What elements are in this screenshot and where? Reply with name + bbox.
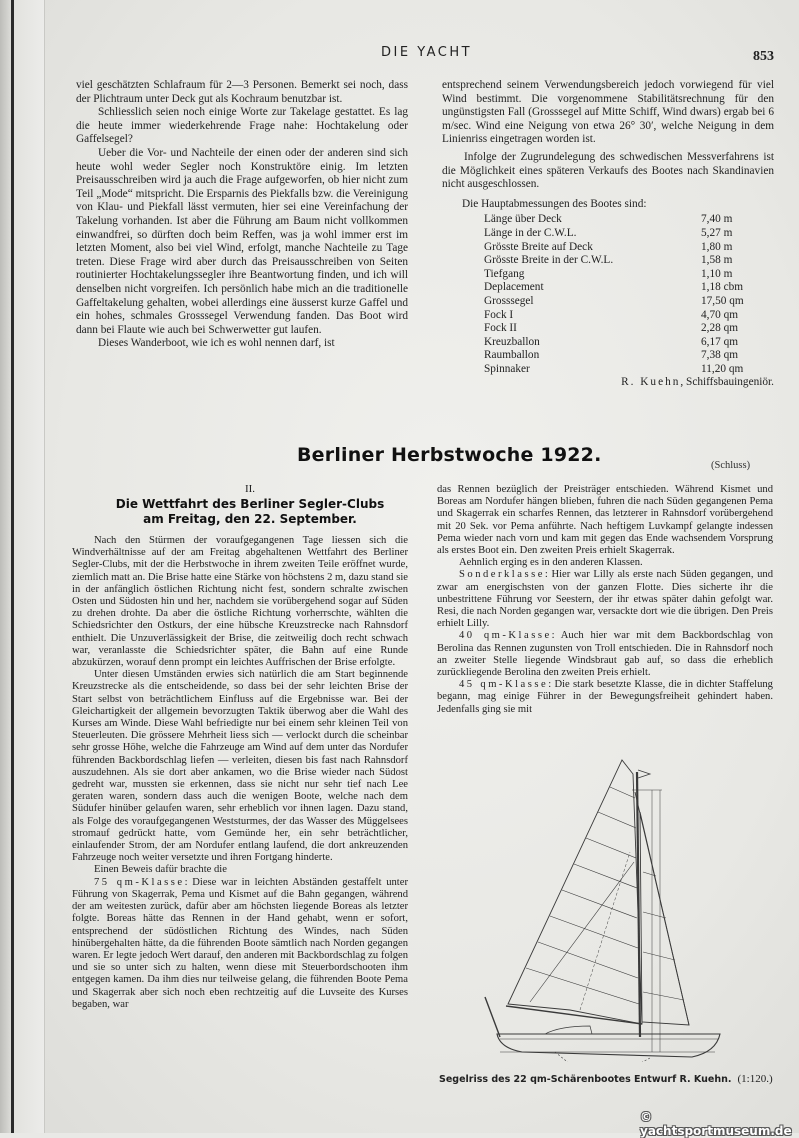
dimension-label: Grosssegel — [484, 294, 534, 307]
paragraph-text: Nach den Stürmen der voraufgegangenen Tage liessen sich die Windverhältnisse auf der am Freitag abgehaltenen Wettfahrt des Berliner Segler-Clubs, mit der die Herbstwoche in ihrem zweiten Teile eröffnet wurde, ziemlich matt an. Die Brise hatte eine Stärke von höchstens 2 m, dazu stand sie in der anfänglich östlichen Richtung nicht fest, sondern schralte zwischen Osten und Südosten hin und her, nachdem sie vorübergehend sogar auf Süden zu drehen drohte. Da aber die östliche Richtung vorherrschte, wählten die Schiedsrichter den Ostkurs, der eine hübsche Kreuzstrecke nach Rahnsdorf enthielt. Die Unzuverlässigkeit der Brise, die zeitweilig doch recht schwach war, veranlasste die Schiedsrichter später, die Bahn auf eine Runde abzukürzen, worauf denn prompt ein leichtes Auffrischen der Brise erfolgte. — [72, 535, 408, 669]
paragraph-text: : Diese war in leichten Abständen gestaffelt unter Führung von Skagerrak, Pema und Kismet auf die Bahn gegangen, während der am weitesten zurück, dafür aber am höchsten liegende Boreas als letzter folgte. Boreas hätte das Rennen in der Hand gehabt, wenn er sofort, entsprechend der südöstlichen Richtung des Windes, nach Süden hinübergehalten hätte, da die führenden Boote sämtlich nach Norden gegangen waren. Er legte jedoch Wert darauf, den anderen mit Backbordschlag zu folgen und sie so unter sich zu halten, wenn diese mit Steuerbordschooten ihm entgegen kamen. Da ihm dies nur teilweise gelang, die führenden Boote Pema und Skagerrak aber sich noch eben rechtzeitig auf die Luvseite des Kurses begaben, war — [72, 876, 408, 1010]
caption-text: Segelriss des 22 qm-Schärenbootes Entwurf R. Kuehn. — [439, 1074, 732, 1085]
dimension-value: 5,27 m — [701, 226, 733, 239]
article-right-column — [437, 484, 773, 716]
subtitle-line: am Freitag, den 22. September. — [143, 512, 357, 526]
paragraph — [437, 557, 773, 569]
class-heading: 45 qm-Klasse — [459, 679, 549, 691]
dimension-label: Länge in der C.W.L. — [484, 226, 577, 239]
dimension-label: Deplacement — [484, 281, 544, 294]
article-left-column — [72, 535, 408, 1011]
page-curl-edge — [14, 0, 45, 1133]
class-heading: 75 qm-Klasse — [94, 876, 185, 888]
signature — [442, 376, 774, 390]
dimension-value: 2,28 qm — [701, 322, 739, 335]
author-name: R. Kuehn — [621, 376, 681, 389]
paragraph-text: das Rennen bezüglich der Preisträger entschieden. Während Kismet und Boreas am Nordufer hängen blieben, fuhren die nach Süden gegangenen Pema und Skagerrak ein scharfes Rennen, das letzterer in Rahnsdorf vorübergehend mit 20 Sek. vor Pema anführte. Nach heftigem Luvkampf gelangte indessen Pema wieder nach vorn und kam mit gegen das Ende wachsendem Vorsprung als erstes Boot ein. Den zweiten Preis erhielt Skagerrak. — [437, 484, 773, 557]
paragraph — [72, 877, 408, 1011]
dimension-label: Fock II — [484, 322, 517, 335]
dimension-label: Kreuzballon — [484, 335, 540, 348]
paragraph — [437, 630, 773, 679]
author-title: , Schiffsbauingeniör. — [680, 376, 774, 389]
dimension-label: Länge über Deck — [484, 213, 562, 226]
paragraph — [72, 535, 408, 669]
section-subtitle — [60, 497, 440, 527]
dimension-value: 7,40 m — [701, 213, 733, 226]
dimension-label: Tiefgang — [484, 267, 525, 280]
dimension-value: 1,58 m — [701, 254, 733, 267]
section-number: II. — [244, 483, 256, 495]
dimension-row — [484, 268, 769, 282]
paragraph: viel geschätzten Schlafraum für 2—3 Personen. Bemerkt sei noch, dass der Plichtraum unter Deck gut als Kochraum benutzbar ist. — [76, 79, 408, 105]
dimension-row — [484, 336, 769, 350]
binding-shadow-line — [11, 0, 14, 1133]
mainsail-outline — [508, 760, 642, 1024]
dimension-label: Spinnaker — [484, 362, 530, 375]
paragraph-text: Aehnlich erging es in den anderen Klassen. — [459, 557, 643, 569]
dimension-value: 4,70 qm — [701, 308, 739, 321]
dimension-value: 17,50 qm — [701, 294, 744, 307]
article-title: Berliner Herbstwoche 1922. — [297, 444, 602, 466]
dimension-value: 6,17 qm — [701, 335, 739, 348]
paragraph-text: : Die stark besetzte Klasse, die in dichter Staffelung begann, mag einige Führer in der Bewegungsfreiheit gehindert haben. Jedenfalls ging sie mit — [437, 679, 773, 715]
top-right-column — [442, 79, 774, 390]
paragraph: Dieses Wanderboot, wie ich es wohl nennen darf, ist — [98, 337, 335, 350]
dimension-row — [484, 349, 769, 363]
paragraph — [437, 484, 773, 557]
running-head: DIE YACHT — [381, 45, 473, 60]
dimension-row — [484, 363, 769, 377]
forestay — [635, 792, 689, 1025]
dimension-row — [484, 213, 769, 227]
dimension-value: 1,10 m — [701, 267, 733, 280]
class-heading: 40 qm-Klasse — [459, 630, 552, 642]
paragraph-text: : Auch hier war mit dem Backbordschlag von Berolina das Rennen zugunsten von Troll entschieden. Die in Rahnsdorf noch an zweiter Stelle liegende Windsbraut gab auf, so dass die erheblich zurückliegende Berolina den zweiten Preis erhielt. — [437, 630, 773, 679]
class-heading: Sonderklasse — [459, 569, 545, 581]
watermark: © yachtsportmuseum.de — [640, 1110, 792, 1138]
dimension-row — [484, 241, 769, 255]
paragraph: Ueber die Vor- und Nachteile der einen oder der anderen sind sich heute wohl weder Segler noch Konstruktöre einig. Im letzten Preisausschreiben wird ja auch die Frage aufgeworfen, ob hier nicht zum Teil „Mode“ mitspricht. Die Ersparnis des Piekfalls bzw. die Vereinigung von Klau- und Piekfall lässt vermuten, hier sei eine Vereinfachung der Takelung vorhanden. Ist aber die Führung am Baum nicht vollkommen einwandfrei, so dürften doch beim Reffen, was ja wohl immer erst im letzten Moment, also bei viel Wind, erfolgt, manche Nachteile zu Tage treten. Diese Frage wird aber durch das Preisausschreiben von Seiten routinierter Hochtakelungssegler ihre Beantwortung finden, und ich will denselben nicht vorgreifen. Ich persönlich habe mich an die traditionelle Gaffeltakelung gehalten, wobei allerdings eine äusserst kurze Gaffel und ein hohes, schmales Grosssegel Verwendung fanden. Das Boot wird dann bei Flaute wie auch bei Schwerwetter gut laufen. — [76, 146, 408, 336]
dimensions-intro: Die Hauptabmessungen des Bootes sind: — [462, 197, 647, 210]
dimension-row — [484, 295, 769, 309]
top-left-column — [76, 79, 408, 351]
paragraph — [72, 864, 408, 876]
paragraph: Schliesslich seien noch einige Worte zur Takelage gestattet. Es lag die heute immer wiederkehrende Frage nahe: Hochtakelung oder Gaffelsegel? — [76, 106, 408, 146]
dimension-row — [484, 322, 769, 336]
dimension-value: 11,20 qm — [701, 362, 744, 375]
figure-caption — [439, 1073, 773, 1085]
dimensions-table — [484, 213, 769, 376]
dimension-row — [484, 309, 769, 323]
dimension-label: Grösste Breite in der C.W.L. — [484, 254, 614, 267]
caption-scale: (1:120.) — [737, 1073, 773, 1085]
boom — [506, 1006, 642, 1024]
dimension-value: 7,38 qm — [701, 349, 739, 362]
sail-plan-drawing — [470, 752, 770, 1062]
dimension-label: Grösste Breite auf Deck — [484, 240, 593, 253]
dimension-value: 1,18 cbm — [701, 281, 744, 294]
dimension-row — [484, 254, 769, 268]
paragraph — [437, 569, 773, 630]
subtitle-line: Die Wettfahrt des Berliner Segler-Clubs — [115, 497, 385, 511]
paragraph-text: Einen Beweis dafür brachte die — [94, 864, 227, 876]
dimension-label: Raumballon — [484, 349, 540, 362]
paragraph: Infolge der Zugrundelegung des schwedischen Messverfahrens ist die Möglichkeit eines späteren Verkaufs des Bootes nach Skandinavien nicht ausgeschlossen. — [442, 150, 774, 191]
hull — [497, 1034, 720, 1057]
paragraph: entsprechend seinem Verwendungsbereich jedoch vorwiegend für viel Wind bestimmt. Die vorgenommene Stabilitätsrechnung für den ungünstigsten Fall (Grosssegel auf Mitte Schiff, Wind dwars) ergab bei 6 m/sec. Wind eine Neigung von etwa 26° 30′, welche Neigung in dem Linienriss eingetragen worden ist. — [442, 79, 774, 146]
dimension-value: 1,80 m — [701, 240, 733, 253]
continuation-note: (Schluss) — [711, 460, 751, 471]
page-number: 853 — [753, 49, 774, 64]
dimension-row — [484, 227, 769, 241]
dimension-label: Fock I — [484, 308, 514, 321]
paragraph — [437, 679, 773, 716]
paragraph-text: Unter diesen Umständen erwies sich natürlich die am Start beginnende Kreuzstrecke als die entscheidende, so dass bei der sehr leichten Brise der Start selbst von beträchtlichem Einfluss auf die Ergebnisse war. Bei der Gleichartigkeit der allgemein bevorzugten Taktik überwog aber die Wahl des Kurses am Winde. Diese Wahl befriedigte nur bei einem sehr kleinen Teil von Steuerleuten. Die grössere Mehrheit liess sich — verlockt durch die scheinbar sehr grosse Höhe, welche die Fahrzeuge am Wind auf dem unter das Nordufer führenden Backbordschlag liefen — verleiten, diesen bis fast nach Rahnsdorf auszudehnen. Als sie dort aber ankamen, wo die Brise wieder nach Südost gedreht war, mussten sie erkennen, dass sie nicht nur sehr tief nach Lee geraten waren, sondern dass auch die wenigen Boote, welche nach dem Südufer hinüber gelaufen waren, sehr erheblich vor ihnen lagen. Dazu stand, als Folge des voraufgegangenen Weststurmes, der das Wasser des Müggelsees stromauf gedrückt hatte, vom Gemünde her, ein sehr beträchtlicher, einlaufender Strom, der am Nordufer entlang laufend, die dort ankreuzenden Fahrzeuge noch weiter versetzte und ihren Fortgang hinderte. — [72, 669, 408, 864]
paragraph-text: : Hier war Lilly als erste nach Süden gegangen, und zwar am energischsten von der ganzen Flotte. Dies sicherte ihr die unbestrittene Führung vor Seestern, der ihr etwas später dahin gefolgt war. Resi, die nach Norden gegangen war, versackte dort wie die übrigen. Den Preis erhielt Lilly. — [437, 569, 773, 630]
dimension-row — [484, 281, 769, 295]
paragraph — [72, 669, 408, 864]
